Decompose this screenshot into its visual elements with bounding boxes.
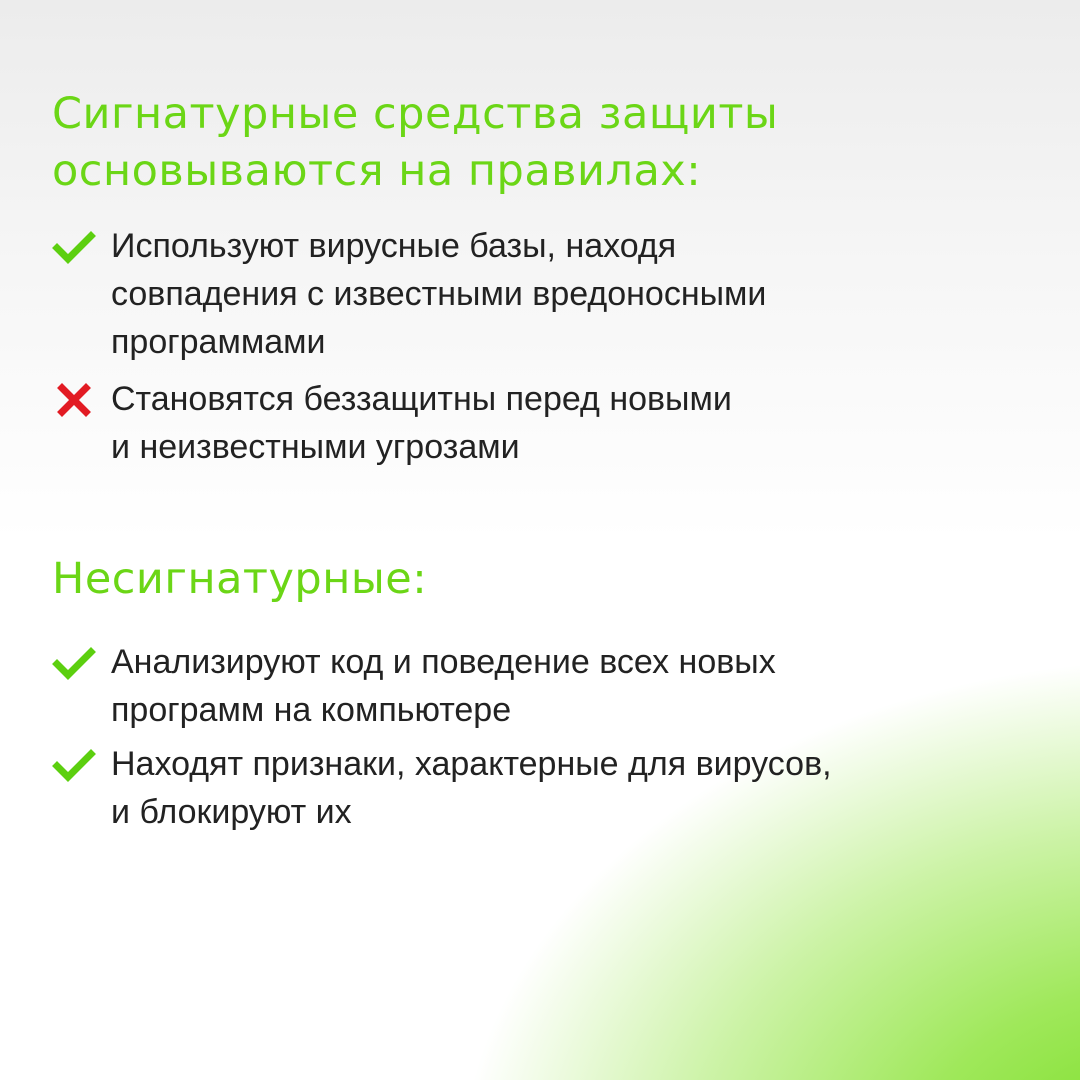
- item-text-line: и блокируют их: [111, 793, 352, 831]
- item-text-line: Используют вирусные базы, находя: [111, 227, 677, 265]
- check-icon: [52, 746, 96, 786]
- item-text-line: Становятся беззащитны перед новыми: [111, 380, 732, 418]
- item-text: [111, 375, 732, 471]
- check-icon: [52, 644, 96, 684]
- item-text-line: Анализируют код и поведение всех новых: [111, 643, 776, 681]
- item-text: [111, 740, 832, 836]
- nonsignature-section-heading: [52, 551, 427, 608]
- item-text: [111, 638, 776, 734]
- signature-section-heading: [52, 86, 778, 200]
- heading-line: Сигнатурные средства защиты: [52, 89, 779, 139]
- item-text-line: Находят признаки, характерные для вирусов,: [111, 745, 832, 783]
- item-text-line: и неизвестными угрозами: [111, 428, 520, 466]
- item-text-line: программ на компьютере: [111, 691, 512, 729]
- check-icon: [52, 228, 96, 268]
- heading-line: основываются на правилах:: [52, 146, 702, 196]
- item-text: [111, 222, 766, 366]
- cross-icon: [52, 381, 96, 421]
- item-text-line: совпадения с известными вредоносными: [111, 275, 767, 313]
- heading-line: Несигнатурные:: [52, 554, 428, 604]
- item-text-line: программами: [111, 323, 326, 361]
